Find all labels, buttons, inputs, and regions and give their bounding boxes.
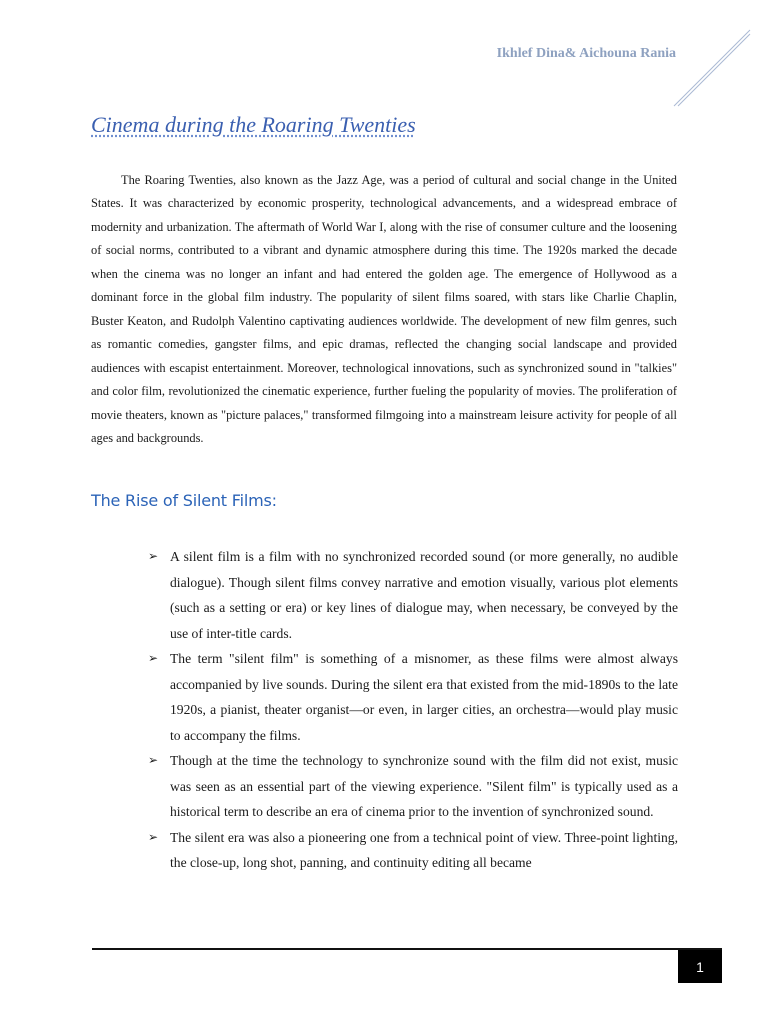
section-heading: The Rise of Silent Films: xyxy=(91,491,277,510)
bullet-item xyxy=(148,646,678,748)
page-number: 1 xyxy=(678,950,722,983)
bullet-text: Though at the time the technology to synchronize sound with the film did not exist, music was seen as an essential part of the viewing experience. "Silent film" is typically used as a historical term to describe an era of cinema prior to the invention of synchronized sound. xyxy=(170,753,678,819)
arrow-bullet-icon: ➢ xyxy=(148,829,159,844)
bullet-item xyxy=(148,544,678,646)
footer-rule xyxy=(92,948,722,950)
bullet-text: The term "silent film" is something of a misnomer, as these films were almost always accompanied by live sounds. During the silent era that existed from the mid-1890s to the late 1920s, a pianist, theater organist—or even, in larger cities, an orchestra—would play music to accompany the films. xyxy=(170,651,678,743)
bullet-text: The silent era was also a pioneering one from a technical point of view. Three-point lighting, the close-up, long shot, panning, and continuity editing all became xyxy=(170,829,678,870)
document-title: Cinema during the Roaring Twenties xyxy=(91,112,416,137)
corner-decoration xyxy=(672,28,752,108)
intro-paragraph: The Roaring Twenties, also known as the Jazz Age, was a period of cultural and social change in the United States. It was characterized by economic prosperity, technological advancements, and a widespread embrace of modernity and urbanization. The aftermath of World War I, along with the rise of consumer culture and the loosening of social norms, contributed to a vibrant and dynamic atmosphere during this time. The 1920s marked the decade when the cinema was no longer an infant and had entered the golden age. The emergence of Hollywood as a dominant force in the global film industry. The popularity of silent films soared, with stars like Charlie Chaplin, Buster Keaton, and Rudolph Valentino captivating audiences worldwide. The development of new film genres, such as romantic comedies, gangster films, and epic dramas, reflected the changing social landscape and provided audiences with escapist entertainment. Moreover, technological innovations, such as synchronized sound in "talkies" and color film, revolutionized the cinematic experience, further fueling the popularity of movies. The proliferation of movie theaters, known as "picture palaces," transformed filmgoing into a mainstream leisure activity for people of all ages and backgrounds. xyxy=(91,173,677,445)
header-authors: Ikhlef Dina& Aichouna Rania xyxy=(496,46,676,61)
bullet-item xyxy=(148,825,678,876)
arrow-bullet-icon: ➢ xyxy=(148,753,159,767)
arrow-bullet-icon: ➢ xyxy=(148,651,159,665)
bullet-list xyxy=(148,544,678,876)
arrow-bullet-icon: ➢ xyxy=(148,549,159,563)
bullet-text: A silent film is a film with no synchronized recorded sound (or more generally, no audible dialogue). Though silent films convey narrative and emotion visually, various plot elements (such as a setting or era) or key lines of dialogue may, when necessary, be conveyed by the use of inter-title cards. xyxy=(170,549,678,641)
bullet-item xyxy=(148,748,678,825)
